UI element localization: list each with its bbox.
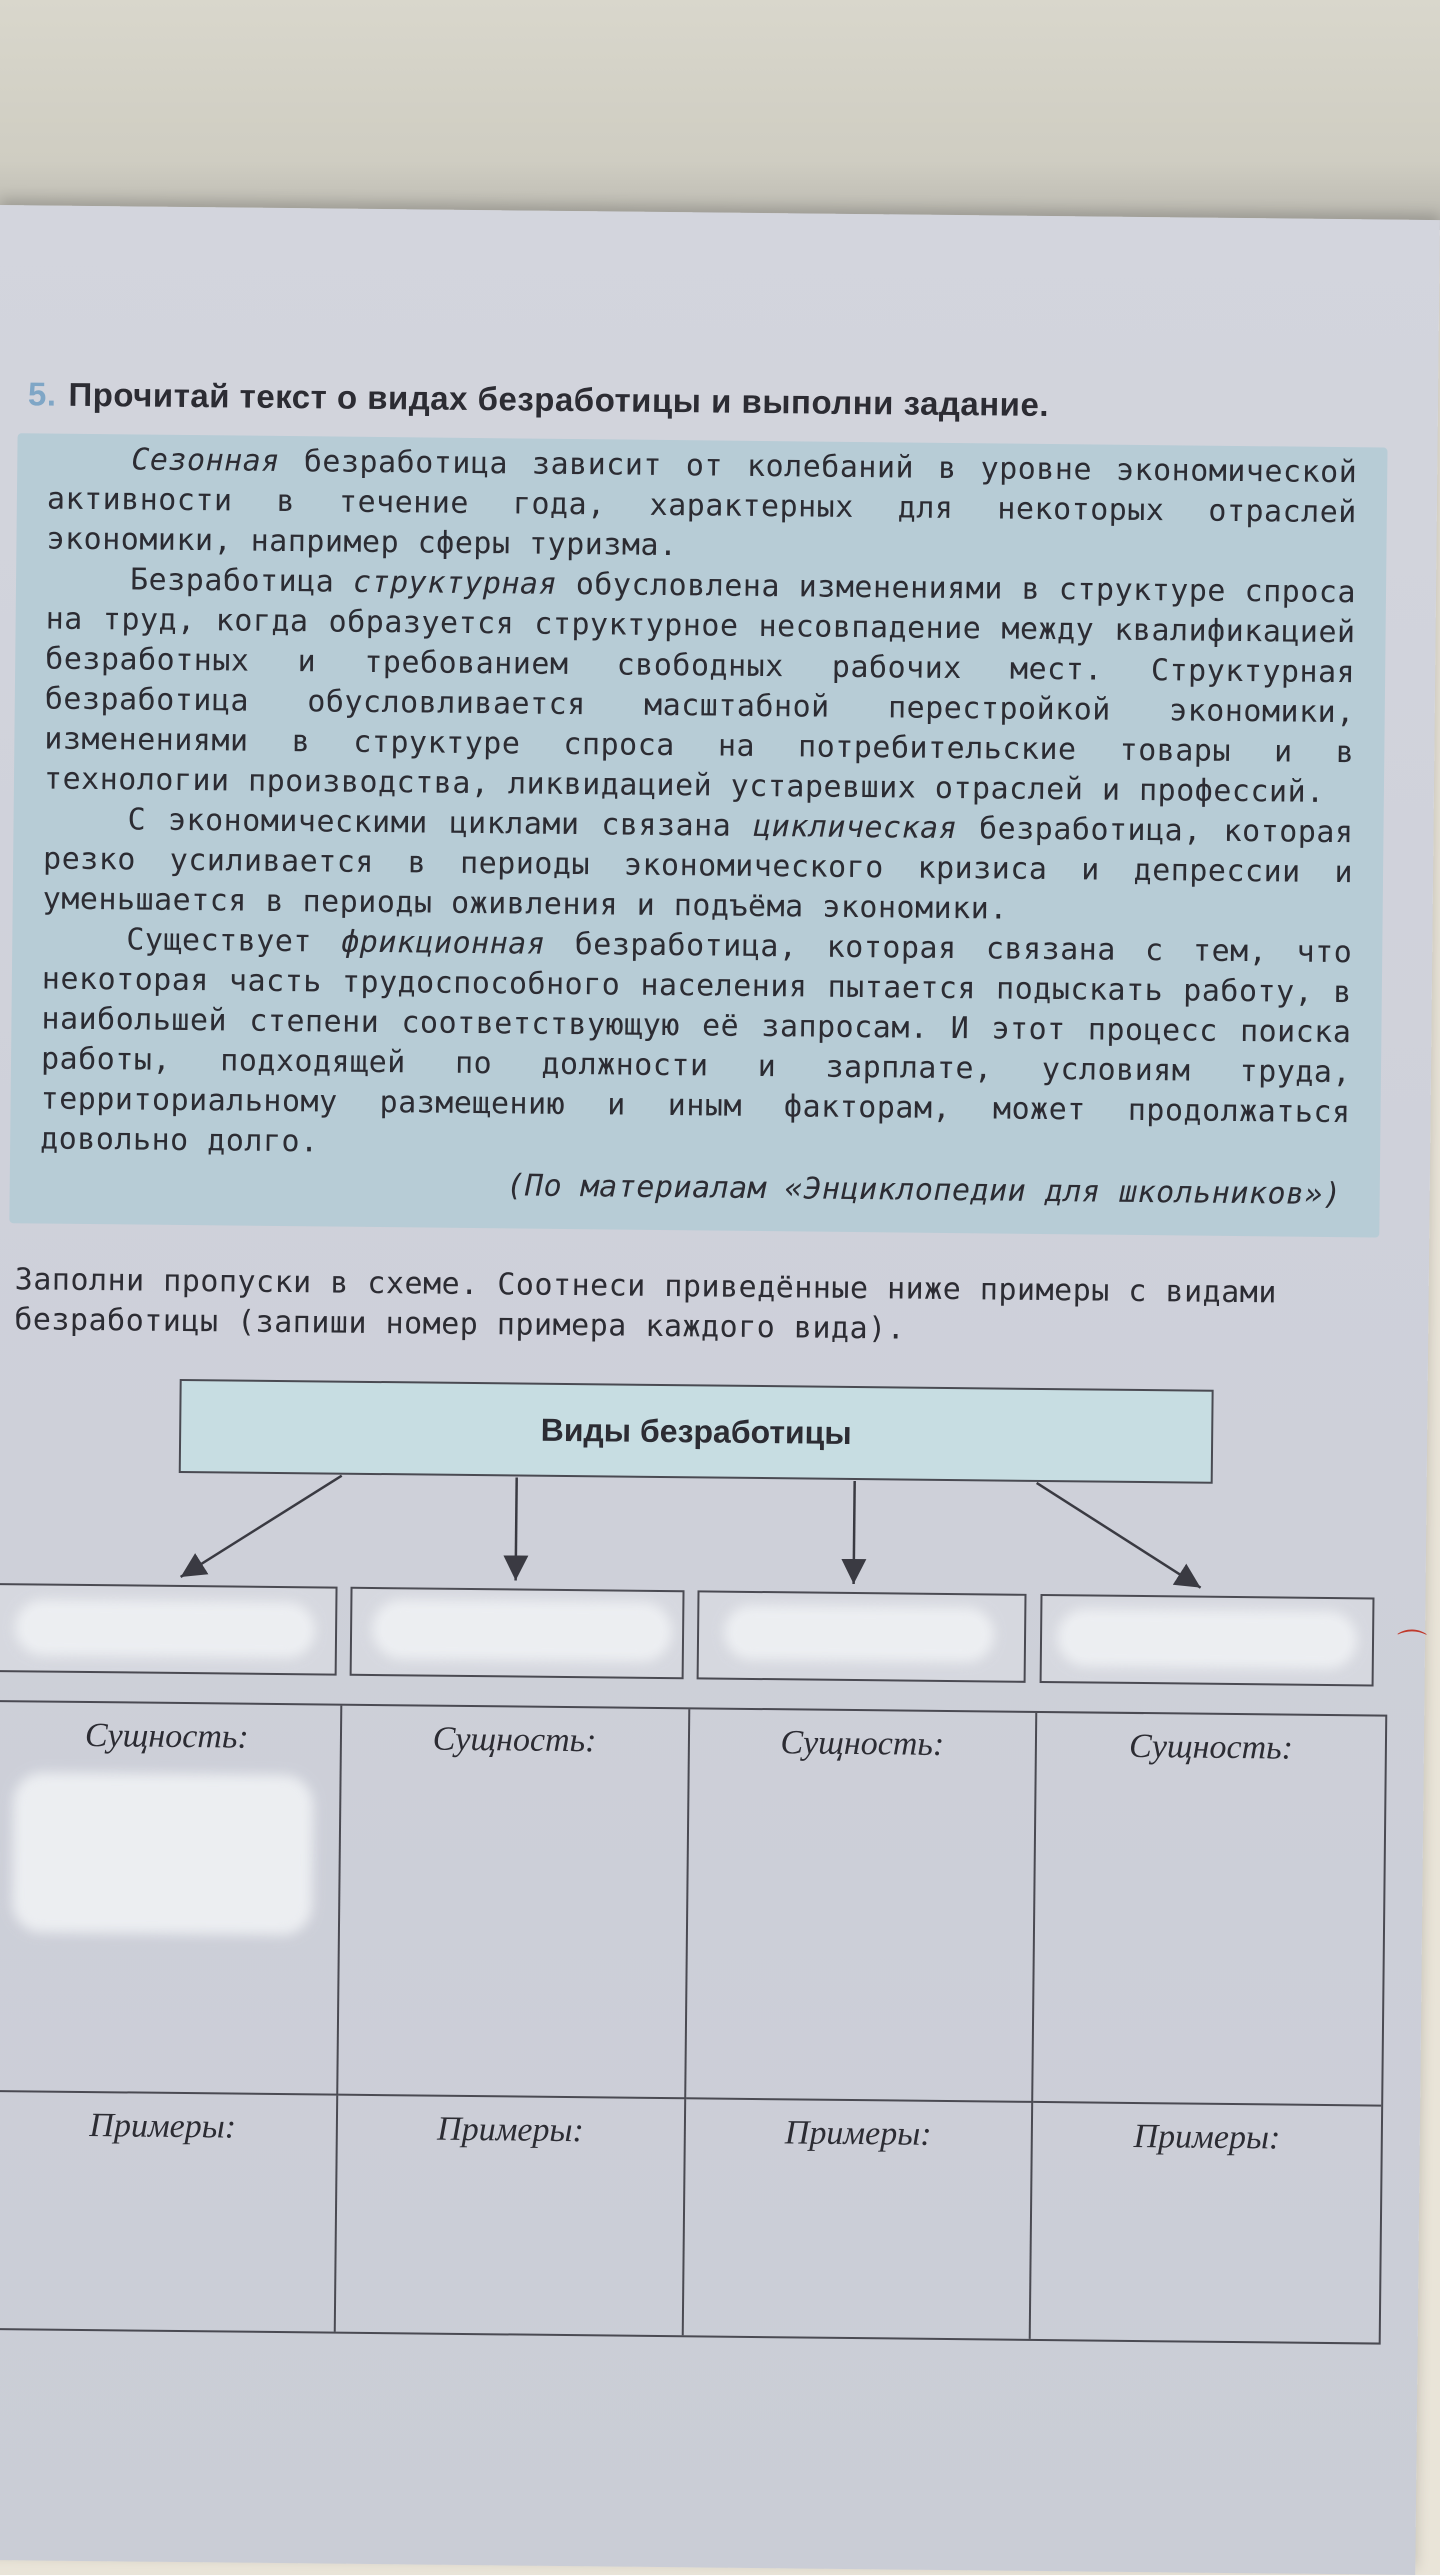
task-heading — [28, 375, 1388, 427]
term-structural: структурная — [352, 564, 558, 602]
term-frictional: фрикционная — [341, 924, 546, 962]
paragraph-seasonal — [46, 440, 1357, 574]
paragraph-frictional-lead: Существует — [126, 922, 342, 960]
types-table — [0, 1700, 1387, 2345]
arrow-2 — [516, 1477, 517, 1580]
paragraph-frictional — [40, 919, 1352, 1173]
term-cyclical: циклическая — [752, 808, 958, 847]
arrow-3 — [854, 1481, 855, 1584]
essence-label-3: Сущность: — [780, 1724, 945, 1763]
erased-essence-1 — [12, 1772, 314, 1935]
paragraph-frictional-text: безработица, которая связана с тем, что некоторая часть трудоспособного населения пытается подыскать работу, в наибольшей степени соответствующую её запросам. И этот процесс поиска работы, подходящей по должности и зарплате, условиям труда, территориальному размещению и иным факторам, может продолжаться довольно долго. — [40, 926, 1353, 1160]
erased-answer-4 — [1057, 1608, 1358, 1669]
examples-label-2: Примеры: — [436, 2110, 585, 2150]
essence-cell-2[interactable] — [338, 1706, 690, 2100]
erased-answer-1 — [15, 1599, 316, 1658]
paragraph-structural-lead: Безработица — [129, 562, 354, 600]
scheme-title: Виды безработицы — [540, 1411, 852, 1451]
arrow-4 — [1036, 1483, 1202, 1588]
scheme-arrows — [0, 1467, 1427, 1602]
essence-cell-4[interactable] — [1033, 1713, 1385, 2107]
examples-cell-4[interactable] — [1031, 2103, 1381, 2343]
task-number: 5. — [27, 375, 57, 413]
paragraph-cyclical-lead: С экономическими циклами связана — [127, 802, 754, 844]
textbook-page — [0, 205, 1440, 2575]
type-box-1[interactable] — [0, 1583, 338, 1676]
paragraph-structural-text: обусловлена изменениями в структуре спроса на труд, когда образуется структурное несовпадение между квалификацией безработных и требованием свободных рабочих мест. Структурная безработица обусловливается масштабной перестройкой экономики, изменениями в структуре спроса на потребительские товары и в технологии производства, ликвидацией устаревших отраслей и профессий. — [43, 566, 1357, 810]
desk-background — [0, 0, 1440, 230]
instruction-text: Заполни пропуски в схеме. Соотнеси приведённые ниже примеры с видами безработицы (запиши номер примера каждого вида). — [14, 1262, 1278, 1347]
type-box-2[interactable] — [350, 1587, 685, 1679]
essence-label-1: Сущность: — [84, 1716, 249, 1756]
paragraph-cyclical — [43, 799, 1354, 933]
arrow-1 — [181, 1474, 342, 1579]
reading-passage — [9, 433, 1387, 1237]
type-box-4[interactable] — [1040, 1594, 1375, 1686]
examples-label-4: Примеры: — [1133, 2117, 1281, 2157]
essence-label-2: Сущность: — [432, 1720, 597, 1760]
paragraph-cyclical-text: безработица, которая резко усиливается в периоды экономического кризиса и депрессии и уменьшается в периоды оживления и подъёма экономики. — [42, 811, 1354, 927]
red-pen-mark: ⌒ — [1396, 1627, 1428, 1664]
source-citation: (По материалам «Энциклопедии для школьников») — [506, 1168, 1342, 1213]
examples-label-3: Примеры: — [784, 2114, 932, 2153]
examples-cell-1[interactable] — [0, 2092, 338, 2332]
term-seasonal: Сезонная — [131, 442, 281, 479]
essence-label-4: Сущность: — [1128, 1727, 1294, 1767]
scheme-title-box — [179, 1379, 1214, 1484]
essence-cell-1[interactable] — [0, 1702, 342, 2096]
examples-label-1: Примеры: — [89, 2107, 237, 2146]
erased-answer-2 — [372, 1599, 673, 1662]
essence-cell-3[interactable] — [686, 1709, 1038, 2103]
paragraph-structural — [44, 560, 1356, 814]
examples-cell-3[interactable] — [683, 2099, 1033, 2339]
examples-cell-2[interactable] — [335, 2096, 685, 2336]
task-heading-text: Прочитай текст о видах безработицы и выполни задание. — [68, 375, 1050, 423]
erased-answer-3 — [724, 1605, 995, 1663]
paragraph-seasonal-text: безработица зависит от колебаний в уровне экономической активности в течение года, характерных для некоторых отраслей экономики, например сферы туризма. — [46, 443, 1358, 564]
type-box-3[interactable] — [697, 1590, 1027, 1682]
